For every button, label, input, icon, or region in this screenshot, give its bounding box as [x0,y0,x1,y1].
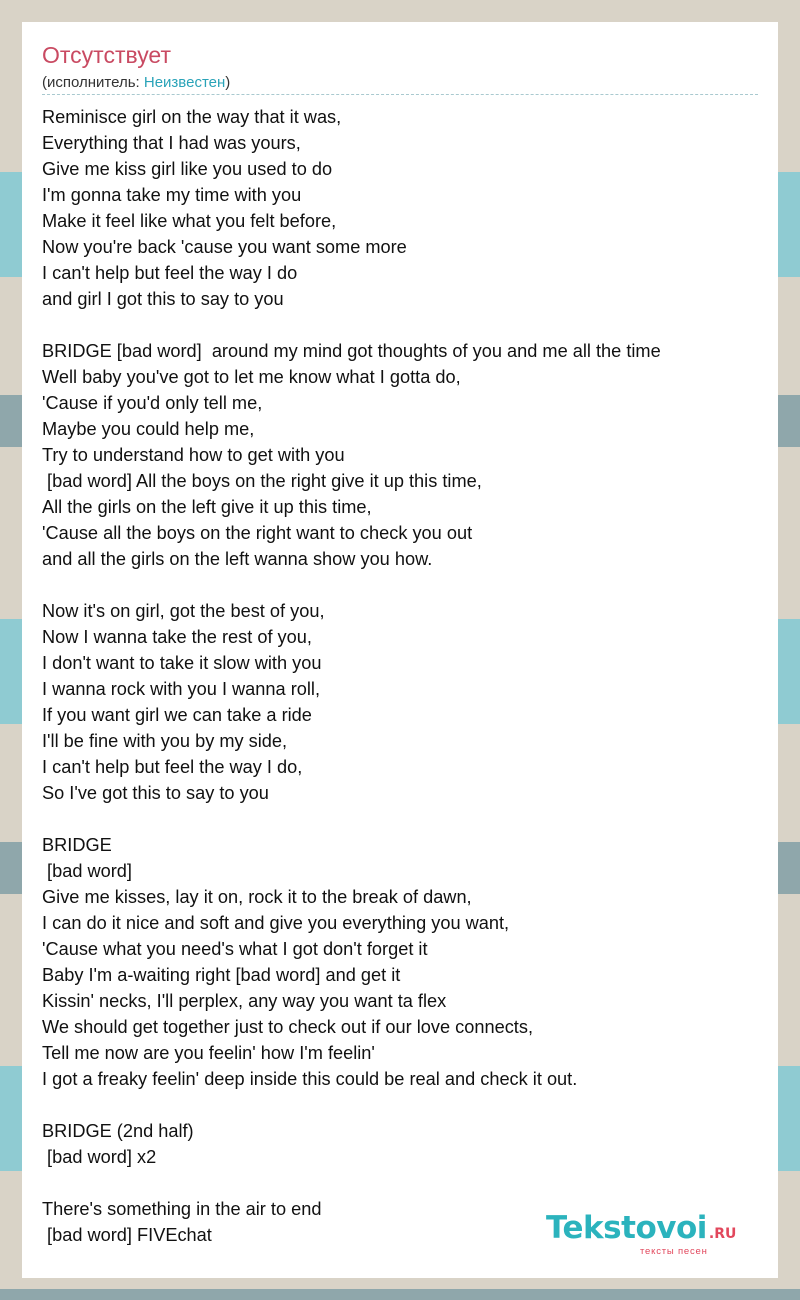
lyric-line: 'Cause all the boys on the right want to check you out [42,523,473,543]
lyric-line: Tell me now are you feelin' how I'm feelin' [42,1043,375,1063]
lyric-line [42,806,758,832]
lyric-line: Now it's on girl, got the best of you, [42,601,325,621]
lyric-line: Now I wanna take the rest of you, [42,627,312,647]
lyric-line: BRIDGE [42,835,112,855]
lyric-line: 'Cause if you'd only tell me, [42,393,263,413]
artist-line [42,74,230,91]
lyric-line: I'll be fine with you by my side, [42,731,288,751]
artist-link[interactable]: Неизвестен [143,74,226,91]
lyric-line [42,572,758,598]
lyric-line: [bad word] All the boys on the right give it up this time, [42,471,482,491]
logo-tagline: тексты песен [640,1246,708,1257]
lyric-line: I wanna rock with you I wanna roll, [42,679,320,699]
lyric-line: All the girls on the left give it up this time, [42,497,372,517]
lyric-line: Now you're back 'cause you want some more [42,237,407,257]
lyric-line: I don't want to take it slow with you [42,653,322,673]
lyric-line: I can't help but feel the way I do [42,263,298,283]
lyric-line: Reminisce girl on the way that it was, [42,107,342,127]
lyric-line: Maybe you could help me, [42,419,255,439]
lyric-line: Well baby you've got to let me know what I gotta do, [42,367,461,387]
lyrics-card [22,22,778,1278]
site-logo[interactable] [546,1210,736,1246]
lyric-line: There's something in the air to end [42,1199,322,1219]
logo-name: Tekstovoi [546,1210,707,1246]
lyric-line [42,1170,758,1196]
artist-suffix: ) [225,74,231,91]
logo-tld: .RU [708,1226,737,1242]
lyric-line: [bad word] x2 [42,1147,157,1167]
stripe [0,1289,800,1300]
lyric-line: and all the girls on the left wanna show you how. [42,549,433,569]
lyric-line: Everything that I had was yours, [42,133,301,153]
lyric-line: Make it feel like what you felt before, [42,211,337,231]
lyric-line: If you want girl we can take a ride [42,705,312,725]
lyric-line: Give me kisses, lay it on, rock it to the break of dawn, [42,887,472,907]
lyric-line: I got a freaky feelin' deep inside this could be real and check it out. [42,1069,578,1089]
song-title: Отсутствует [42,42,171,68]
lyric-line: [bad word] FIVEchat [42,1225,212,1245]
lyric-line [42,312,758,338]
divider [42,94,758,95]
lyric-line: BRIDGE [bad word] around my mind got thoughts of you and me all the time [42,341,661,361]
lyric-line: and girl I got this to say to you [42,289,284,309]
lyric-line: Kissin' necks, I'll perplex, any way you want ta flex [42,991,447,1011]
lyric-line: [bad word] [42,861,132,881]
lyric-line: I can't help but feel the way I do, [42,757,303,777]
lyric-line: I can do it nice and soft and give you everything you want, [42,913,510,933]
lyrics-text [42,104,758,1248]
lyric-line [42,1092,758,1118]
lyric-line: Give me kiss girl like you used to do [42,159,333,179]
lyric-line: We should get together just to check out if our love connects, [42,1017,534,1037]
artist-prefix: (исполнитель: [42,74,144,91]
lyric-line: 'Cause what you need's what I got don't forget it [42,939,428,959]
lyric-line: So I've got this to say to you [42,783,269,803]
lyric-line: Baby I'm a-waiting right [bad word] and get it [42,965,401,985]
lyric-line: Try to understand how to get with you [42,445,345,465]
lyric-line: I'm gonna take my time with you [42,185,302,205]
lyric-line: BRIDGE (2nd half) [42,1121,194,1141]
